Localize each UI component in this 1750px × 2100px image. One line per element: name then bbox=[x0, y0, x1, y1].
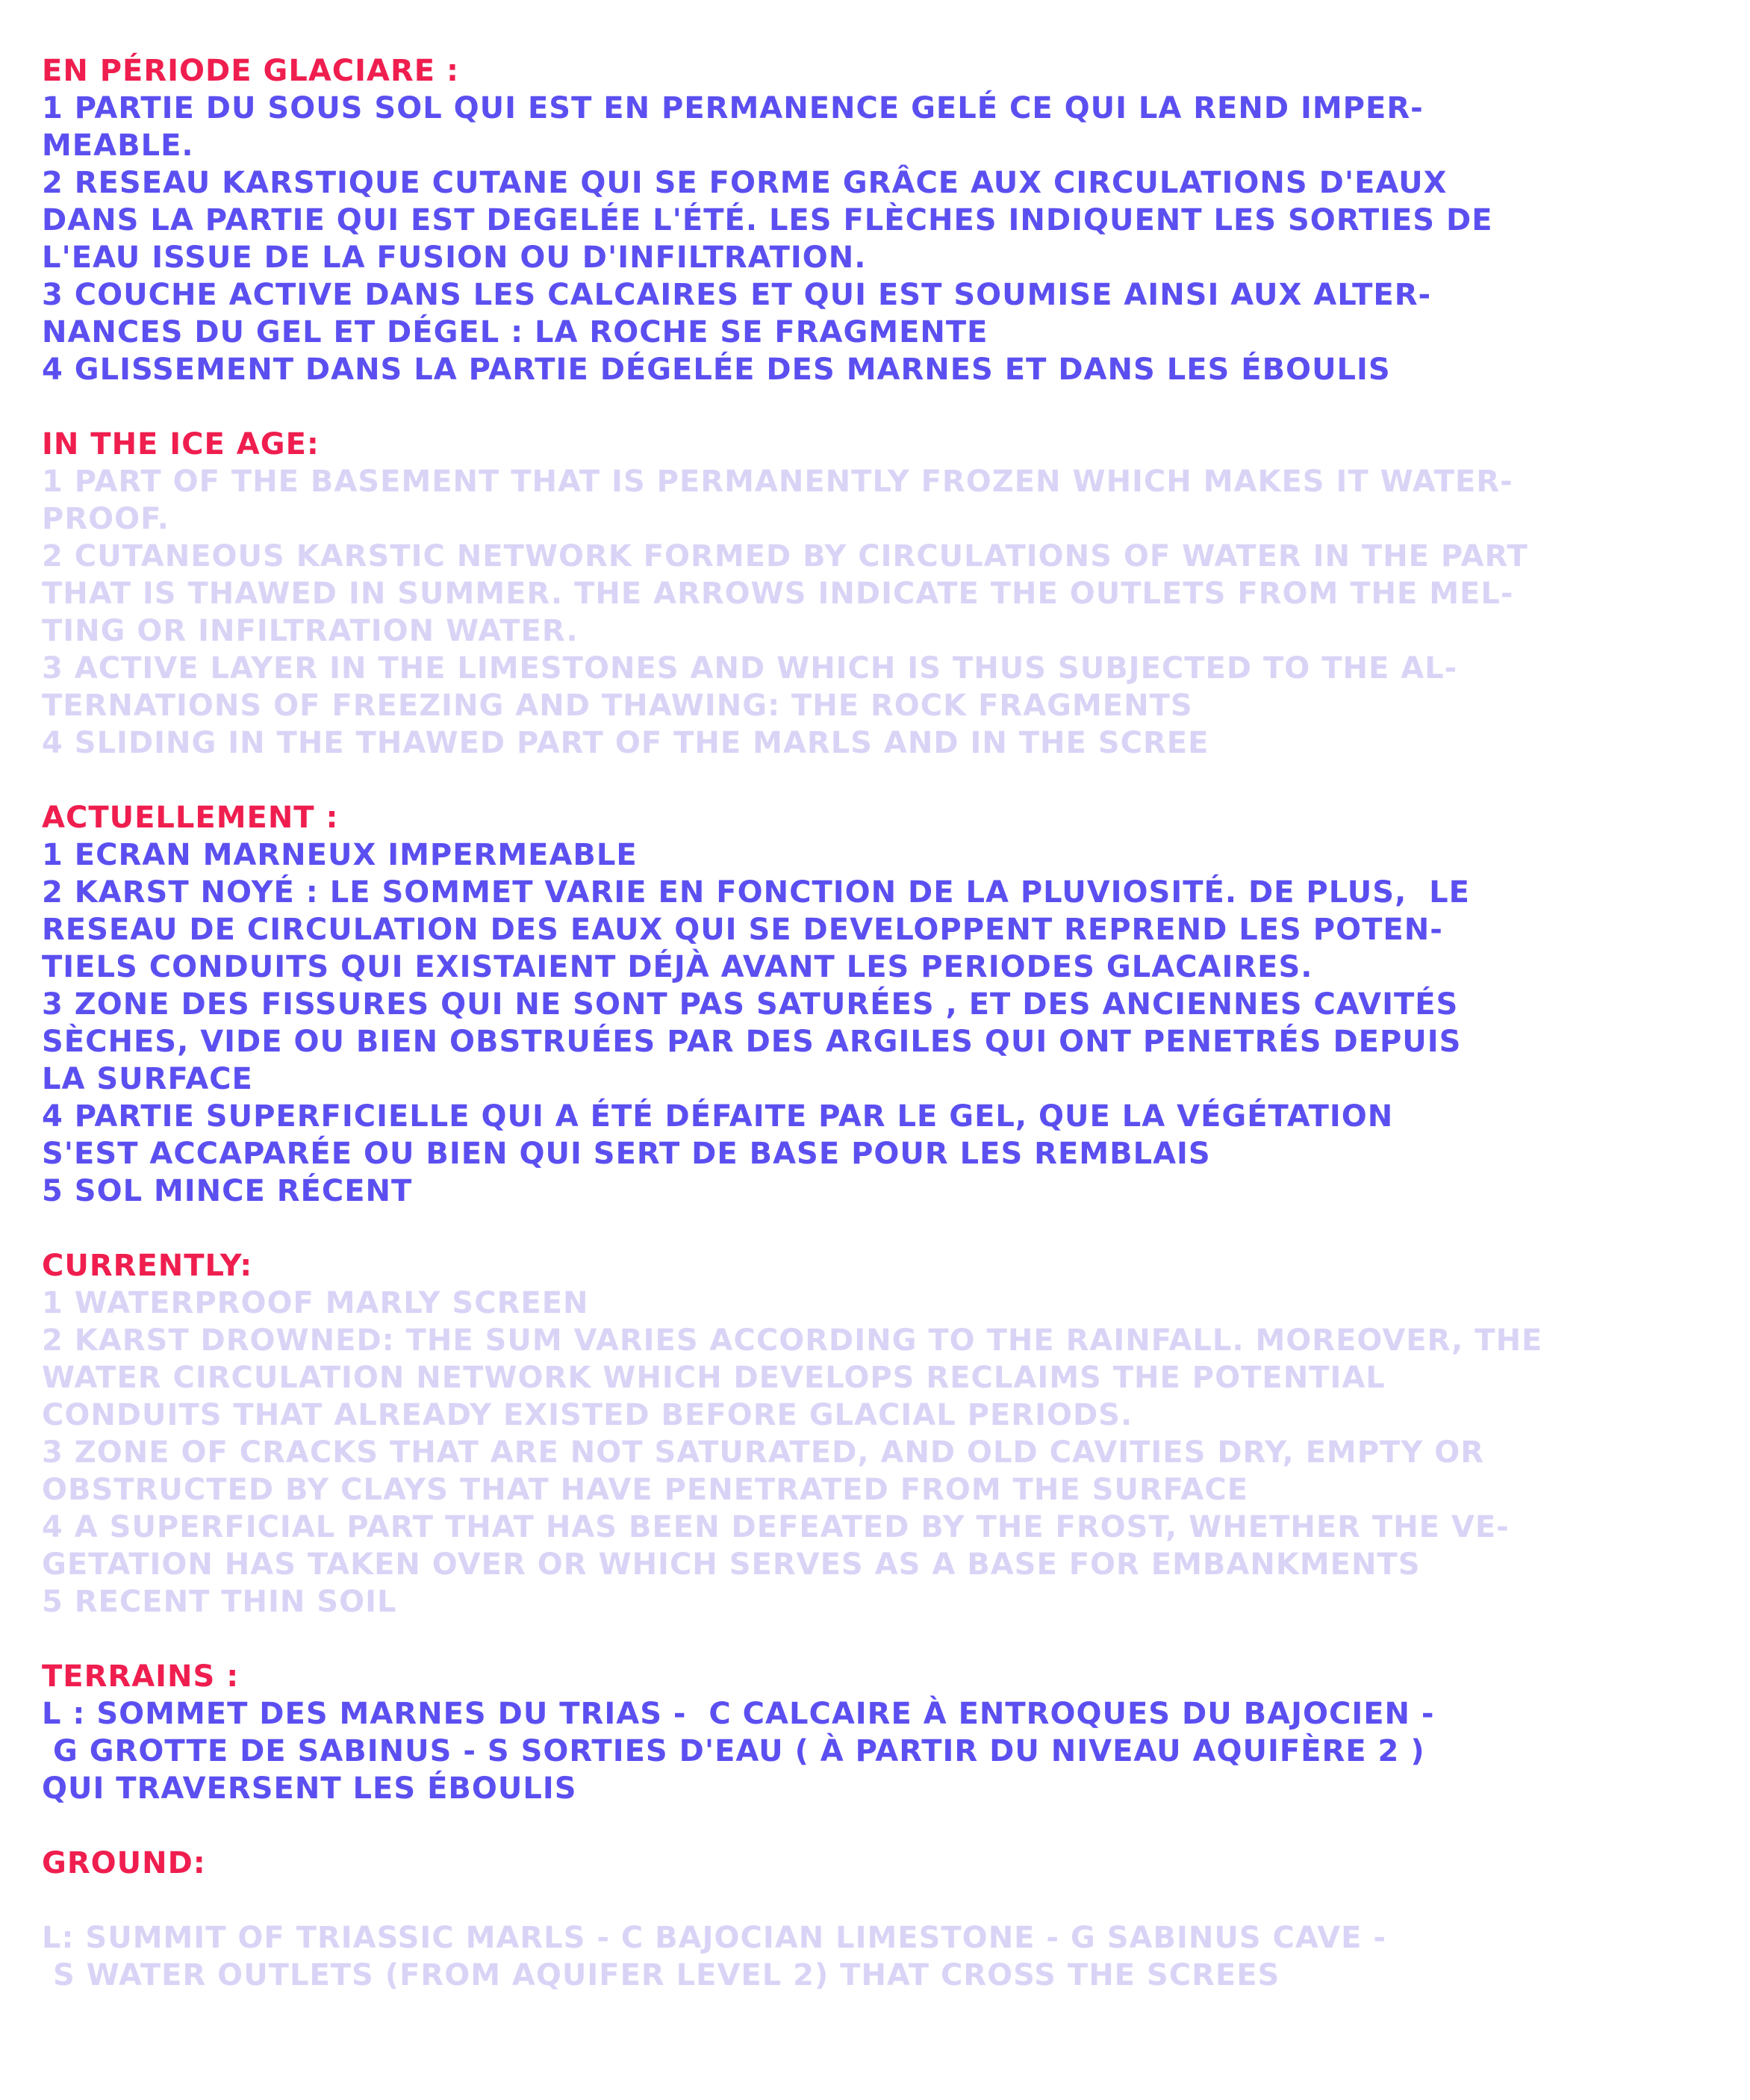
text-line: 3 COUCHE ACTIVE DANS LES CALCAIRES ET QUI EST SOUMISE AINSI AUX ALTER- bbox=[42, 278, 1432, 312]
text-line: THAT IS THAWED IN SUMMER. THE ARROWS INDICATE THE OUTLETS FROM THE MEL- bbox=[42, 577, 1514, 611]
text-line: L'EAU ISSUE DE LA FUSION OU D'INFILTRATION. bbox=[42, 240, 867, 275]
text-line: SÈCHES, VIDE OU BIEN OBSTRUÉES PAR DES ARGILES QUI ONT PENETRÉS DEPUIS bbox=[42, 1025, 1462, 1059]
text-line: CONDUITS THAT ALREADY EXISTED BEFORE GLACIAL PERIODS. bbox=[42, 1398, 1133, 1432]
section-heading: EN PÉRIODE GLACIARE : bbox=[42, 54, 460, 88]
text-line: 5 SOL MINCE RÉCENT bbox=[42, 1174, 413, 1208]
text-line: L : SOMMET DES MARNES DU TRIAS - C CALCAIRE À ENTROQUES DU BAJOCIEN - bbox=[42, 1697, 1435, 1731]
section-heading: IN THE ICE AGE: bbox=[42, 427, 320, 462]
section-current-fr bbox=[42, 799, 1722, 1210]
text-line: S'EST ACCAPARÉE OU BIEN QUI SERT DE BASE POUR LES REMBLAIS bbox=[42, 1137, 1211, 1171]
text-line bbox=[42, 1882, 1722, 1919]
text-line: L: SUMMIT OF TRIASSIC MARLS - C BAJOCIAN LIMESTONE - G SABINUS CAVE - bbox=[42, 1921, 1386, 1955]
section-heading: CURRENTLY: bbox=[42, 1249, 253, 1283]
section-spacer bbox=[42, 762, 1722, 799]
section-ice-age-fr bbox=[42, 52, 1722, 388]
section-ground-en bbox=[42, 1845, 1722, 1994]
text-line: 1 PART OF THE BASEMENT THAT IS PERMANENTLY FROZEN WHICH MAKES IT WATER- bbox=[42, 465, 1513, 499]
text-line: WATER CIRCULATION NETWORK WHICH DEVELOPS RECLAIMS THE POTENTIAL bbox=[42, 1361, 1386, 1395]
text-line: 1 WATERPROOF MARLY SCREEN bbox=[42, 1286, 589, 1320]
text-line: 1 PARTIE DU SOUS SOL QUI EST EN PERMANENCE GELÉ CE QUI LA REND IMPER- bbox=[42, 91, 1424, 125]
section-heading: ACTUELLEMENT : bbox=[42, 801, 339, 835]
text-line: TING OR INFILTRATION WATER. bbox=[42, 614, 579, 648]
text-line: DANS LA PARTIE QUI EST DEGELÉE L'ÉTÉ. LES FLÈCHES INDIQUENT LES SORTIES DE bbox=[42, 203, 1493, 237]
text-line: LA SURFACE bbox=[42, 1062, 253, 1096]
section-heading: GROUND: bbox=[42, 1846, 206, 1880]
text-line: PROOF. bbox=[42, 502, 169, 536]
text-line: 2 KARST NOYÉ : LE SOMMET VARIE EN FONCTION DE LA PLUVIOSITÉ. DE PLUS, LE bbox=[42, 875, 1470, 910]
section-spacer bbox=[42, 388, 1722, 426]
text-line: 4 GLISSEMENT DANS LA PARTIE DÉGELÉE DES MARNES ET DANS LES ÉBOULIS bbox=[42, 352, 1391, 387]
section-ice-age-en bbox=[42, 426, 1722, 762]
section-spacer bbox=[42, 1807, 1722, 1845]
text-line: RESEAU DE CIRCULATION DES EAUX QUI SE DEVELOPPENT REPREND LES POTEN- bbox=[42, 913, 1443, 947]
text-line: GETATION HAS TAKEN OVER OR WHICH SERVES AS A BASE FOR EMBANKMENTS bbox=[42, 1547, 1421, 1582]
text-line: QUI TRAVERSENT LES ÉBOULIS bbox=[42, 1771, 577, 1806]
text-line: TIELS CONDUITS QUI EXISTAIENT DÉJÀ AVANT LES PERIODES GLACAIRES. bbox=[42, 950, 1313, 984]
text-line: 4 PARTIE SUPERFICIELLE QUI A ÉTÉ DÉFAITE PAR LE GEL, QUE LA VÉGÉTATION bbox=[42, 1099, 1394, 1134]
section-heading: TERRAINS : bbox=[42, 1659, 240, 1694]
text-line: 3 ZONE DES FISSURES QUI NE SONT PAS SATURÉES , ET DES ANCIENNES CAVITÉS bbox=[42, 987, 1459, 1022]
text-line: NANCES DU GEL ET DÉGEL : LA ROCHE SE FRAGMENTE bbox=[42, 315, 988, 350]
text-line: 5 RECENT THIN SOIL bbox=[42, 1585, 397, 1619]
section-spacer bbox=[42, 1210, 1722, 1247]
section-current-en bbox=[42, 1247, 1722, 1621]
text-line: G GROTTE DE SABINUS - S SORTIES D'EAU ( À PARTIR DU NIVEAU AQUIFÈRE 2 ) bbox=[42, 1734, 1425, 1768]
text-line: 2 RESEAU KARSTIQUE CUTANE QUI SE FORME GRÂCE AUX CIRCULATIONS D'EAUX bbox=[42, 166, 1448, 200]
text-line: 3 ACTIVE LAYER IN THE LIMESTONES AND WHICH IS THUS SUBJECTED TO THE AL- bbox=[42, 651, 1458, 686]
text-line: 2 KARST DROWNED: THE SUM VARIES ACCORDING TO THE RAINFALL. MOREOVER, THE bbox=[42, 1323, 1543, 1358]
text-line: 4 A SUPERFICIAL PART THAT HAS BEEN DEFEATED BY THE FROST, WHETHER THE VE- bbox=[42, 1510, 1510, 1544]
text-line: OBSTRUCTED BY CLAYS THAT HAVE PENETRATED FROM THE SURFACE bbox=[42, 1473, 1249, 1507]
section-terrains-fr bbox=[42, 1658, 1722, 1807]
text-line: 3 ZONE OF CRACKS THAT ARE NOT SATURATED, AND OLD CAVITIES DRY, EMPTY OR bbox=[42, 1435, 1485, 1470]
text-line: 4 SLIDING IN THE THAWED PART OF THE MARLS AND IN THE SCREE bbox=[42, 726, 1209, 760]
text-line: MEABLE. bbox=[42, 128, 194, 163]
text-line: 2 CUTANEOUS KARSTIC NETWORK FORMED BY CIRCULATIONS OF WATER IN THE PART bbox=[42, 539, 1528, 574]
section-spacer bbox=[42, 1621, 1722, 1658]
text-line: TERNATIONS OF FREEZING AND THAWING: THE ROCK FRAGMENTS bbox=[42, 689, 1193, 723]
text-line: 1 ECRAN MARNEUX IMPERMEABLE bbox=[42, 838, 638, 872]
document-page bbox=[42, 52, 1722, 1994]
text-line: S WATER OUTLETS (FROM AQUIFER LEVEL 2) THAT CROSS THE SCREES bbox=[42, 1958, 1280, 1992]
